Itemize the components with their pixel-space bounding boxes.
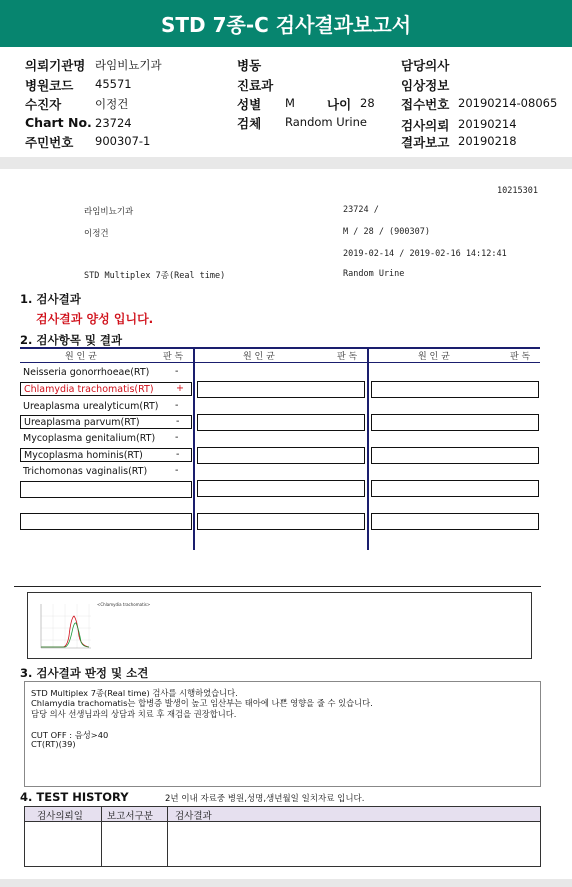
sheet-chart: 23724 /	[343, 205, 379, 215]
specimen-label: 검체	[237, 116, 262, 131]
grid-top-line	[20, 347, 540, 349]
result-row	[20, 366, 192, 380]
section-divider	[14, 586, 541, 587]
doc-number: 10215301	[497, 186, 538, 196]
hospital-code-label: 병원코드	[25, 78, 74, 93]
empty-cell	[371, 447, 539, 464]
grid-header-line	[20, 362, 540, 363]
pathogen-name: Chlamydia trachomatis(RT)	[24, 384, 154, 395]
pathogen-name: Neisseria gonorrhoeae(RT)	[23, 367, 150, 378]
empty-cell	[197, 447, 365, 464]
pathogen-judgement: -	[175, 432, 179, 443]
col-judgement-3: 판 독	[510, 352, 531, 362]
sex-label: 성별	[237, 97, 262, 112]
history-header	[25, 807, 540, 822]
pathogen-judgement: +	[176, 383, 184, 394]
separator-band	[0, 157, 572, 169]
institution-label: 의뢰기관명	[25, 58, 86, 73]
patient-label: 수진자	[25, 97, 62, 112]
result-row	[20, 432, 192, 446]
rrn-label: 주민번호	[25, 135, 74, 150]
history-col-divider	[167, 807, 168, 866]
pathogen-judgement: -	[176, 416, 180, 427]
chart-no-label: Chart No.	[25, 115, 92, 130]
empty-cell	[20, 513, 192, 530]
graph-legend: <Chlamydia trachomatis>	[97, 602, 151, 607]
col-pathogen-2: 원 인 균	[243, 352, 275, 362]
empty-cell	[371, 480, 539, 497]
col-pathogen-3: 원 인 균	[418, 352, 450, 362]
result-row-positive	[20, 382, 192, 396]
request-value: 20190214	[458, 117, 517, 131]
comment-line: 담당 의사 선생님과의 상담과 치료 후 재검을 권장합니다.	[31, 709, 237, 719]
age-value: 28	[360, 96, 375, 110]
amplification-curve-thumbnail	[33, 596, 151, 655]
pathogen-judgement: -	[176, 449, 180, 460]
hospital-code-value: 45571	[95, 77, 132, 91]
pathogen-name: Mycoplasma genitalium(RT)	[23, 433, 156, 444]
pathogen-name: Mycoplasma hominis(RT)	[24, 450, 143, 461]
sheet-dates: 2019-02-14 / 2019-02-16 14:12:41	[343, 249, 507, 259]
pathogen-judgement: -	[175, 366, 179, 377]
sheet-patient: 이정건	[84, 229, 109, 239]
pathogen-judgement: -	[175, 400, 179, 411]
grid-divider-2	[367, 349, 369, 550]
history-note: 2년 이내 자료중 병원,성명,생년월일 일치자료 입니다.	[165, 794, 365, 804]
doctor-label: 담당의사	[401, 58, 450, 73]
sheet-clinic: 라임비뇨기과	[84, 207, 134, 217]
section4-title: 4. TEST HISTORY	[20, 790, 129, 804]
comment-line: CT(RT)(39)	[31, 739, 76, 749]
chart-no-value: 23724	[95, 116, 132, 130]
dept-label: 진료과	[237, 78, 274, 93]
empty-cell	[20, 481, 192, 498]
reception-no-label: 접수번호	[401, 97, 450, 112]
col-request-date: 검사의뢰일	[37, 811, 83, 822]
empty-cell	[197, 513, 365, 530]
col-result: 검사결과	[175, 811, 212, 822]
sheet-specimen: Random Urine	[343, 269, 405, 279]
result-row	[20, 400, 192, 414]
request-label: 검사의뢰	[401, 118, 450, 133]
pcr-graph-box	[27, 592, 532, 659]
result-row	[20, 448, 192, 462]
sheet-sex-age: M / 28 / (900307)	[343, 227, 430, 237]
empty-cell	[197, 414, 365, 431]
header-info	[0, 54, 572, 154]
section1-title: 1. 검사결과	[20, 292, 81, 306]
section3-title: 3. 검사결과 판정 및 소견	[20, 666, 149, 680]
history-col-divider	[101, 807, 102, 866]
report-value: 20190218	[458, 134, 517, 148]
pathogen-judgement: -	[175, 465, 179, 476]
pathogen-name: Ureaplasma urealyticum(RT)	[23, 401, 159, 412]
result-row	[20, 415, 192, 429]
ward-label: 병동	[237, 58, 262, 73]
report-title: STD 7종-C 검사결과보고서	[0, 0, 572, 47]
sex-value: M	[285, 96, 295, 110]
col-judgement-1: 판 독	[163, 352, 184, 362]
col-report-type: 보고서구분	[107, 811, 153, 822]
empty-cell	[371, 381, 539, 398]
history-table	[24, 806, 541, 867]
clinical-info-label: 임상정보	[401, 78, 450, 93]
report-label: 결과보고	[401, 135, 450, 150]
empty-cell	[371, 414, 539, 431]
col-pathogen-1: 원 인 균	[65, 352, 97, 362]
reception-no-value: 20190214-08065	[458, 96, 558, 110]
pathogen-name: Trichomonas vaginalis(RT)	[23, 466, 148, 477]
positive-result: 검사결과 양성 입니다.	[36, 312, 154, 326]
age-label: 나이	[327, 97, 352, 112]
footer-band	[0, 879, 572, 887]
empty-cell	[197, 381, 365, 398]
empty-cell	[371, 513, 539, 530]
section2-title: 2. 검사항목 및 결과	[20, 333, 123, 347]
rrn-value: 900307-1	[95, 134, 151, 148]
comment-box	[24, 681, 541, 787]
col-judgement-2: 판 독	[337, 352, 358, 362]
result-row	[20, 465, 192, 479]
comment-line: CUT OFF : 음성>40	[31, 730, 109, 740]
grid-divider-1	[193, 349, 195, 550]
pathogen-name: Ureaplasma parvum(RT)	[24, 417, 140, 428]
patient-value: 이정건	[95, 97, 129, 111]
comment-line: Chlamydia trachomatis는 합병증 발생이 높고 임산부는 태아에 나쁜 영향을 줄 수 있습니다.	[31, 698, 373, 708]
comment-line: STD Multiplex 7종(Real time) 검사를 시행하였습니다.	[31, 688, 238, 698]
specimen-value: Random Urine	[285, 115, 367, 129]
institution-value: 라임비뇨기과	[95, 58, 162, 72]
empty-cell	[197, 480, 365, 497]
sheet-test-name: STD Multiplex 7종(Real time)	[84, 271, 226, 281]
